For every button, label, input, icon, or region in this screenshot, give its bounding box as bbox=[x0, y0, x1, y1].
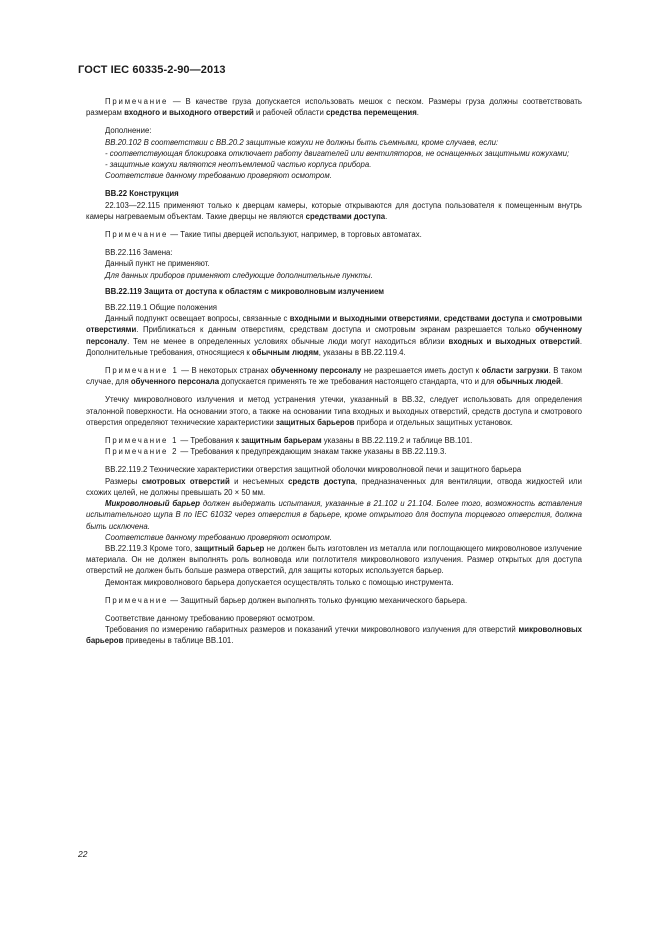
page-number: 22 bbox=[78, 849, 88, 859]
subclause-bb-22-119-2: ВВ.22.119.2 Технические характеристики отверстия защитной оболочки микроволновой печи и защитного барьера bbox=[105, 465, 522, 475]
note-label: Примечание 1 bbox=[105, 436, 179, 446]
note-2-warning-signs: Примечание 2 — Требования к предупреждающим знакам также указаны в ВВ.22.119.3. bbox=[105, 447, 447, 457]
note-label: Примечание bbox=[105, 97, 169, 106]
list-item: - соответствующая блокировка отключает работу двигателей или вентиляторов, не оснащенных защитными кожухами; bbox=[105, 148, 570, 158]
paragraph-general: Данный подпункт освещает вопросы, связанные с входными и выходными отверстиями, средствами доступа и смотровыми отверстиями. Приближаться к данным отверстиям, средствам доступа и смотровым экранам разрешается только обученному персоналу. Тем не менее в определенных условиях обычные люди могут находиться вблизи входных и выходных отверстий. Дополнительные требования, относящиеся к обычным людям, указаны в ВВ.22.119.4. bbox=[86, 314, 582, 357]
clause-bb-20-102: ВВ.20.102 В соответствии с ВВ.20.2 защитные кожухи не должны быть съемными, кроме случаев, если: bbox=[105, 137, 499, 147]
note-cargo: Примечание — В качестве груза допускается использовать мешок с песком. Размеры груза должны соответствовать размерам входного и выходного отверстий и рабочей области средства перемещения. bbox=[86, 97, 582, 118]
section-heading-bb-22-119: ВВ.22.119 Защита от доступа к областям с микроволновым излучением bbox=[105, 286, 385, 296]
note-label: Примечание 1 bbox=[105, 366, 179, 376]
section-heading-bb-22: ВВ.22 Конструкция bbox=[105, 189, 179, 199]
note-1-barriers: Примечание 1 — Требования к защитным барьерам указаны в ВВ.22.119.2 и таблице ВВ.101. bbox=[105, 436, 473, 446]
note-doors: Примечание — Такие типы дверцей используют, например, в торговых автоматах. bbox=[105, 230, 422, 240]
note-1-trained-staff: Примечание 1 — В некоторых странах обученному персоналу не разрешается иметь доступ к области загрузки. В таком случае, для обученного персонала допускается применять те же требования настоящего стандарта, что и для обычных людей. bbox=[86, 366, 582, 387]
compliance-check: Соответствие данному требованию проверяют осмотром. bbox=[105, 613, 315, 623]
paragraph-table-ref: Требования по измерению габаритных размеров и показаний утечки микроволнового излучения для отверстий микроволновых барьеров приведены в таблице ВВ.101. bbox=[86, 625, 582, 646]
compliance-check: Соответствие данному требованию проверяют осмотром. bbox=[105, 171, 332, 181]
compliance-check: Соответствие данному требованию проверяют осмотром. bbox=[105, 532, 332, 542]
subclause-bb-22-119-3: ВВ.22.119.3 Кроме того, защитный барьер не должен быть изготовлен из металла или поглощающего микроволновое излучение материала. Он не должен выполнять роль волновода или поглотителя микроволнового излучения. Размер открытых для доступа отверстий не должен быть больше размера отверстий, для защиты которых используется барьер. bbox=[86, 543, 582, 576]
note-label: Примечание bbox=[105, 230, 169, 240]
paragraph-22-103: 22.103—22.115 применяют только к дверцам камеры, которые открываются для доступа пользователя к помещенным внутрь камеры нагреваемым объектам. Такие дверцы не являются средствами доступа. bbox=[86, 200, 582, 221]
paragraph: Для данных приборов применяют следующие дополнительные пункты. bbox=[105, 270, 373, 280]
paragraph-openings: Размеры смотровых отверстий и несъемных средств доступа, предназначенных для вентиляции, отвода жидкостей или схожих целей, не должны превышать 20 × 50 мм. bbox=[86, 476, 582, 497]
clause-bb-22-116: ВВ.22.116 Замена: bbox=[105, 248, 173, 258]
paragraph-dismantling: Демонтаж микроволнового барьера допускается осуществлять только с помощью инструмента. bbox=[105, 577, 454, 587]
document-body bbox=[86, 96, 582, 647]
list-item: - защитные кожухи являются неотъемлемой частью корпуса прибора. bbox=[105, 160, 372, 170]
paragraph: Данный пункт не применяют. bbox=[105, 259, 210, 269]
subclause-bb-22-119-1: ВВ.22.119.1 Общие положения bbox=[105, 303, 218, 313]
document-header: ГОСТ IEC 60335-2-90—2013 bbox=[78, 64, 226, 76]
note-label: Примечание bbox=[105, 595, 169, 605]
note-mechanical-barrier: Примечание — Защитный барьер должен выполнять только функцию механического барьера. bbox=[105, 595, 468, 605]
addition-label: Дополнение: bbox=[105, 126, 152, 136]
note-label: Примечание 2 bbox=[105, 447, 179, 457]
paragraph-leakage: Утечку микроволнового излучения и метод устранения утечки, указанный в ВВ.32, следует использовать для определения эталонной поверхности. На основании этого, а также на основании типа входных и выходных отверстий, средств доступа и смотрового отверстия определяют технические характеристики защитных барьеров прибора и отдельных защитных установок. bbox=[86, 395, 582, 427]
paragraph-microwave-barrier: Микроволновый барьер должен выдержать испытания, указанные в 21.102 и 21.104. Более того, возможность вставления испытательного щупа В по IEC 61032 через отверстия в барьере, кроме открытого для доступа торцевого отверстия, должна быть исключена. bbox=[86, 499, 582, 531]
